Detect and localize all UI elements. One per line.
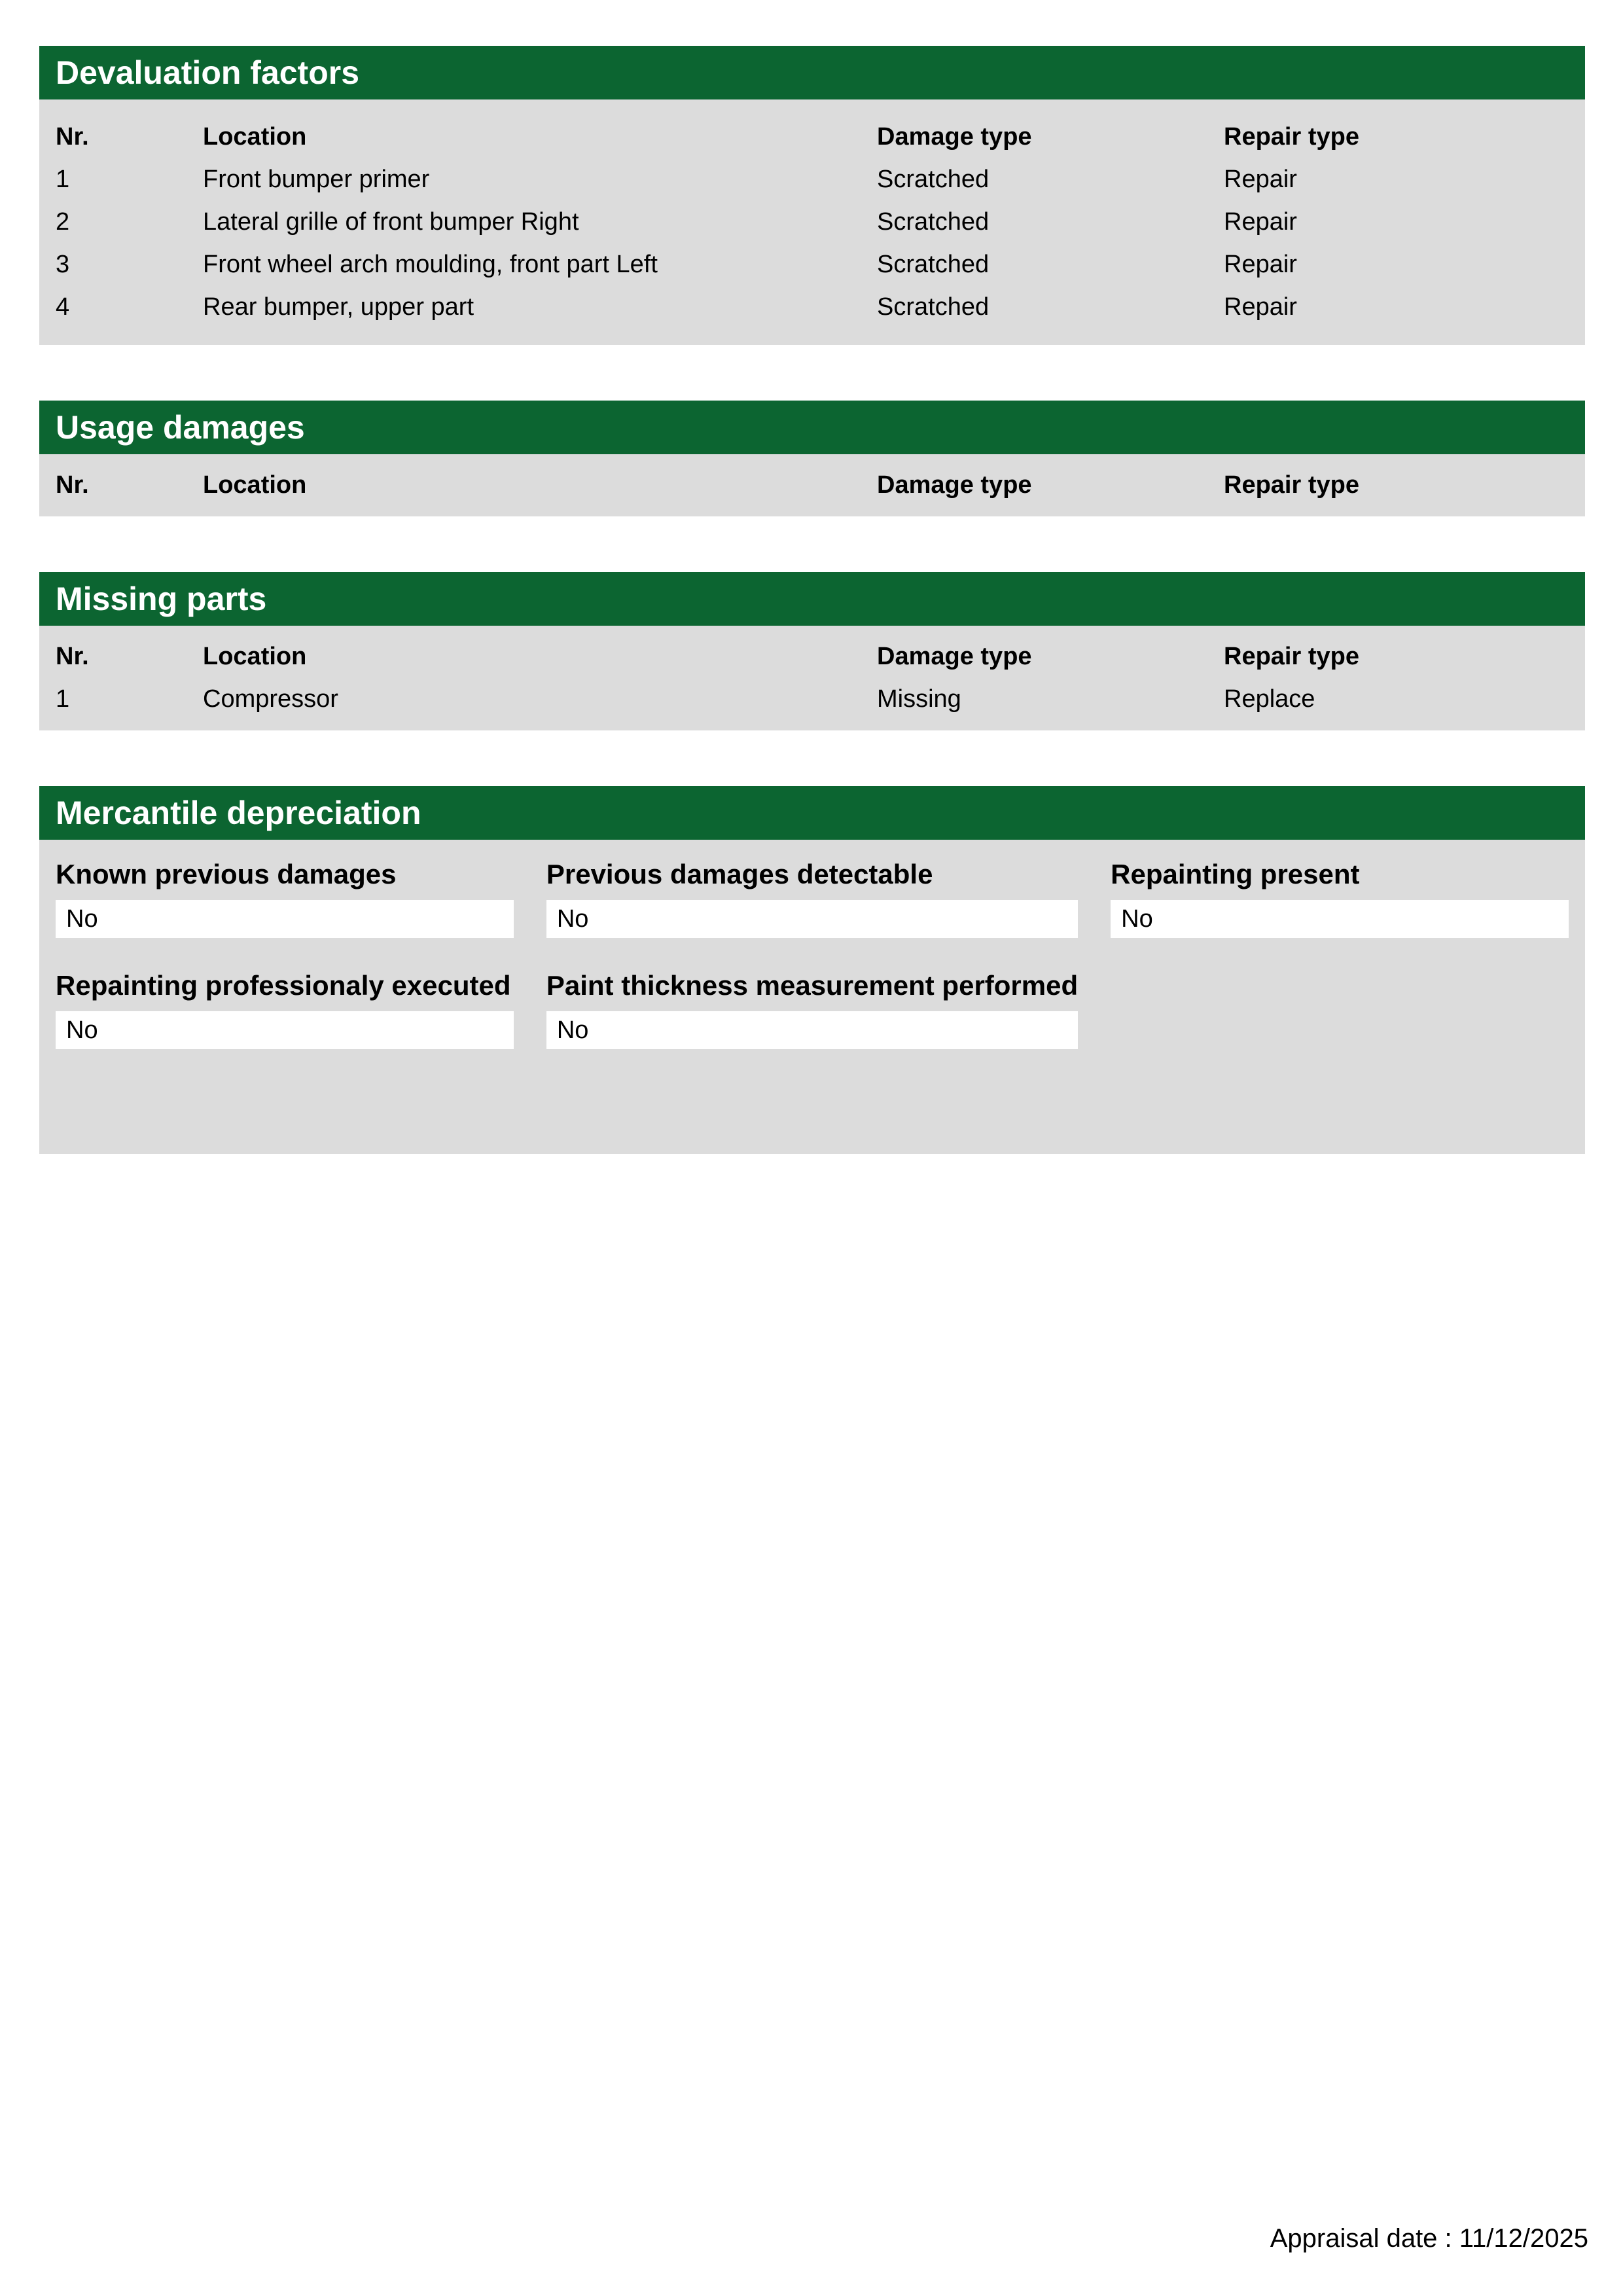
mercantile-depreciation-panel bbox=[39, 840, 1585, 1154]
missing-parts-panel bbox=[39, 626, 1585, 730]
cell-repair-type: Repair bbox=[1224, 251, 1297, 278]
usage-damages-table bbox=[56, 464, 1569, 507]
table-header-row bbox=[56, 636, 1569, 678]
cell-location: Front wheel arch moulding, front part Left bbox=[203, 251, 658, 278]
column-header-nr: Nr. bbox=[56, 123, 89, 151]
field-paint-thickness-measurement-performed bbox=[546, 971, 1078, 1049]
field-previous-damages-detectable bbox=[546, 859, 1078, 938]
section-title: Usage damages bbox=[56, 409, 305, 446]
table-row bbox=[56, 286, 1569, 329]
table-row bbox=[56, 243, 1569, 286]
column-header-nr: Nr. bbox=[56, 643, 89, 670]
cell-location: Lateral grille of front bumper Right bbox=[203, 208, 579, 236]
cell-nr: 1 bbox=[56, 685, 70, 713]
cell-repair-type: Repair bbox=[1224, 166, 1297, 193]
table-header-row bbox=[56, 116, 1569, 158]
cell-damage-type: Scratched bbox=[877, 166, 990, 193]
report-content bbox=[39, 46, 1585, 1210]
field-value-box: No bbox=[546, 1011, 1078, 1049]
table-header-row bbox=[56, 464, 1569, 507]
cell-repair-type: Repair bbox=[1224, 293, 1297, 321]
column-header-location: Location bbox=[203, 471, 307, 499]
column-header-repair-type: Repair type bbox=[1224, 643, 1359, 670]
column-header-nr: Nr. bbox=[56, 471, 89, 499]
usage-damages-section bbox=[39, 401, 1585, 516]
mercantile-depreciation-section bbox=[39, 786, 1585, 1154]
column-header-location: Location bbox=[203, 123, 307, 151]
column-header-damage-type: Damage type bbox=[877, 643, 1032, 670]
cell-repair-type: Repair bbox=[1224, 208, 1297, 236]
devaluation-table bbox=[56, 116, 1569, 329]
column-header-damage-type: Damage type bbox=[877, 471, 1032, 499]
devaluation-factors-section bbox=[39, 46, 1585, 345]
table-row bbox=[56, 201, 1569, 243]
devaluation-factors-panel bbox=[39, 99, 1585, 345]
section-title: Devaluation factors bbox=[56, 54, 360, 91]
cell-nr: 4 bbox=[56, 293, 70, 321]
field-value-box: No bbox=[546, 900, 1078, 938]
field-label: Previous damages detectable bbox=[546, 859, 933, 889]
field-label: Repainting present bbox=[1111, 859, 1360, 889]
field-known-previous-damages bbox=[56, 859, 514, 938]
missing-parts-table bbox=[56, 636, 1569, 721]
table-row bbox=[56, 678, 1569, 721]
cell-location: Front bumper primer bbox=[203, 166, 430, 193]
usage-damages-header bbox=[39, 401, 1585, 454]
mercantile-depreciation-header bbox=[39, 786, 1585, 840]
field-value-box: No bbox=[56, 900, 514, 938]
column-header-location: Location bbox=[203, 643, 307, 670]
cell-location: Rear bumper, upper part bbox=[203, 293, 474, 321]
column-header-repair-type: Repair type bbox=[1224, 471, 1359, 499]
cell-nr: 1 bbox=[56, 166, 70, 193]
cell-damage-type: Scratched bbox=[877, 293, 990, 321]
cell-damage-type: Scratched bbox=[877, 208, 990, 236]
field-label: Paint thickness measurement performed bbox=[546, 970, 1079, 1001]
field-label: Repainting professionaly executed bbox=[56, 970, 511, 1001]
cell-location: Compressor bbox=[203, 685, 338, 713]
table-row bbox=[56, 158, 1569, 201]
field-label: Known previous damages bbox=[56, 859, 397, 889]
devaluation-factors-header bbox=[39, 46, 1585, 99]
field-value-box: No bbox=[1111, 900, 1569, 938]
cell-damage-type: Missing bbox=[877, 685, 961, 713]
missing-parts-section bbox=[39, 572, 1585, 730]
section-title: Missing parts bbox=[56, 581, 267, 617]
cell-nr: 3 bbox=[56, 251, 70, 278]
column-header-damage-type: Damage type bbox=[877, 123, 1032, 151]
cell-nr: 2 bbox=[56, 208, 70, 236]
missing-parts-header bbox=[39, 572, 1585, 626]
section-title: Mercantile depreciation bbox=[56, 795, 421, 831]
column-header-repair-type: Repair type bbox=[1224, 123, 1359, 151]
appraisal-date: Appraisal date : 11/12/2025 bbox=[1270, 2224, 1588, 2253]
cell-repair-type: Replace bbox=[1224, 685, 1315, 713]
cell-damage-type: Scratched bbox=[877, 251, 990, 278]
field-value-box: No bbox=[56, 1011, 514, 1049]
usage-damages-panel bbox=[39, 454, 1585, 516]
field-repainting-present bbox=[1111, 859, 1569, 938]
field-repainting-professionaly-executed bbox=[56, 971, 514, 1049]
